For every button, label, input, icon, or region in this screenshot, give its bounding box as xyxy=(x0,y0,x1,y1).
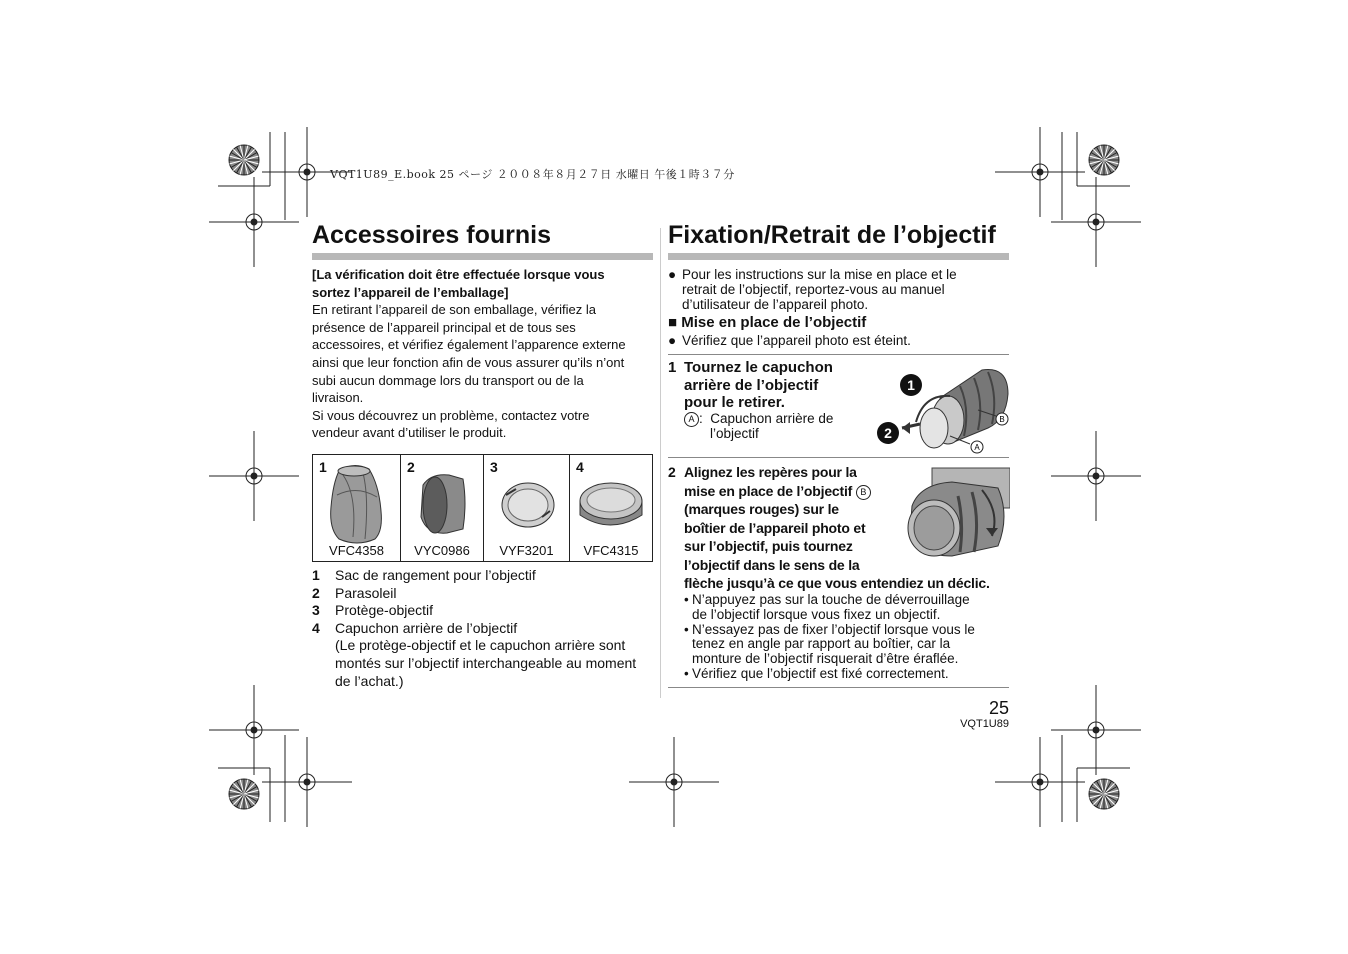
registration-target-icon xyxy=(629,737,719,827)
list-note: (Le protège-objectif et le capuchon arrière sont montés sur l’objectif interchangeable au moment de l’achat.) xyxy=(335,637,637,689)
accessory-cell xyxy=(401,455,484,561)
accessory-code: VYC0986 xyxy=(414,543,470,558)
document-code: VQT1U89 xyxy=(960,718,1009,730)
step-2-number: 2 xyxy=(668,464,676,480)
color-rosette-icon xyxy=(1089,145,1119,175)
registration-target-icon xyxy=(209,431,299,521)
divider xyxy=(668,354,1009,355)
step-1-title: Tournez le capuchon arrière de l’objectif pour le retirer. xyxy=(684,359,833,411)
label-a: A xyxy=(974,443,980,452)
list-item: 4 Capuchon arrière de l’objectif xyxy=(312,619,518,636)
list-item: 3 Protège-objectif xyxy=(312,602,434,619)
registration-target-icon xyxy=(1051,431,1141,521)
accessory-number: 4 xyxy=(576,459,584,475)
file-header: VQT1U89_E.book 25 ページ ２００８年８月２７日 水曜日 午後１時３７分 xyxy=(330,168,735,181)
right-title-rule xyxy=(668,253,1009,260)
check-bullet: ● Vérifiez que l’appareil photo est éteint. xyxy=(668,333,911,348)
left-title: Accessoires fournis xyxy=(312,221,551,249)
check-note-line-2: sortez l’appareil de l’emballage] xyxy=(312,284,509,300)
list-item: 1 Sac de rangement pour l’objectif xyxy=(312,567,536,583)
step-label-1: 1 xyxy=(907,377,915,393)
accessory-code: VYF3201 xyxy=(499,543,554,558)
accessory-number: 1 xyxy=(319,459,327,475)
color-rosette-icon xyxy=(1089,779,1119,809)
registration-target-icon xyxy=(262,737,352,827)
accessories-table xyxy=(312,454,653,562)
label-b: B xyxy=(999,415,1005,424)
accessory-number: 3 xyxy=(490,459,498,475)
step-2-notes: • N’appuyez pas sur la touche de déverrouillage de l’objectif lorsque vous fixez un objectif. • N’essayez pas de fixer l’objectif lorsque vous le tenez en angle par rapport au boîtier, car la monture de l’objectif risquerait d’être éraflée. • Vérifiez que l’objectif est fixé correctement. xyxy=(684,593,1014,682)
color-rosette-icon xyxy=(229,145,259,175)
step-2-text: Alignez les repères pour la mise en place de l’objectif B (marques rouges) sur le boîtier de l’appareil photo et sur l’objectif, puis tournez l’objectif dans le sens de la flèche jusqu’à ce que vous entendiez un déclic. xyxy=(684,464,990,591)
right-title: Fixation/Retrait de l’objectif xyxy=(668,221,996,249)
list-item: • Vérifiez que l’objectif est fixé correctement. xyxy=(684,665,949,681)
page-number: 25 xyxy=(988,698,1009,718)
para-line: En retirant l’appareil de son emballage, vérifiez la xyxy=(312,302,596,318)
left-intro xyxy=(312,266,657,442)
list-item: • N’essayez pas de fixer l’objectif lorsque vous le xyxy=(684,621,975,637)
list-item: • N’appuyez pas sur la touche de déverrouillage xyxy=(684,592,970,607)
accessory-number: 2 xyxy=(407,459,415,475)
divider xyxy=(668,687,1009,688)
check-note-line-1: [La vérification doit être effectuée lorsque vous xyxy=(312,267,605,282)
para-line: présence de l’appareil principal et de tous ses xyxy=(312,319,576,335)
registration-target-icon xyxy=(995,737,1085,827)
label-b-icon: B xyxy=(856,485,871,500)
para-line: ainsi que leur fonction afin de vous assurer qu’ils n’ont xyxy=(312,354,625,370)
registration-target-icon xyxy=(1051,685,1141,775)
step-1-note: A : Capuchon arrière de l’objectif xyxy=(684,412,864,442)
accessory-code: VFC4358 xyxy=(329,543,384,558)
para-line: Si vous découvrez un problème, contactez votre xyxy=(312,407,590,423)
accessory-list xyxy=(312,567,657,690)
para-line: vendeur avant d’utiliser le produit. xyxy=(312,425,507,441)
lens-mount-illustration xyxy=(902,466,1010,562)
accessory-cell xyxy=(484,455,570,561)
registration-target-icon xyxy=(995,127,1085,217)
para-line: accessoires, et vérifiez également l’apparence externe xyxy=(312,337,626,353)
step-label-2: 2 xyxy=(884,425,892,441)
subheading: ■ Mise en place de l’objectif xyxy=(668,314,867,331)
column-divider xyxy=(660,228,661,698)
accessory-cell xyxy=(313,455,401,561)
lens-rear-cap-illustration xyxy=(870,358,1015,458)
intro-bullet: ● Pour les instructions sur la mise en place et le retrait de l’objectif, reportez-vous au manuel d’utilisateur de l’appareil photo. xyxy=(668,267,957,312)
para-line: livraison. xyxy=(312,390,364,406)
registration-target-icon xyxy=(1051,177,1141,267)
label-a-icon: A xyxy=(684,412,699,427)
para-line: subi aucun dommage lors du transport ou de la xyxy=(312,372,584,388)
step-1-number: 1 xyxy=(668,359,677,376)
left-title-rule xyxy=(312,253,653,260)
square-bullet-icon: ■ xyxy=(668,314,678,331)
accessory-cell xyxy=(570,455,652,561)
accessory-code: VFC4315 xyxy=(583,543,639,558)
list-item: 2 Parasoleil xyxy=(312,584,397,601)
divider xyxy=(668,457,1009,458)
color-rosette-icon xyxy=(229,779,259,809)
